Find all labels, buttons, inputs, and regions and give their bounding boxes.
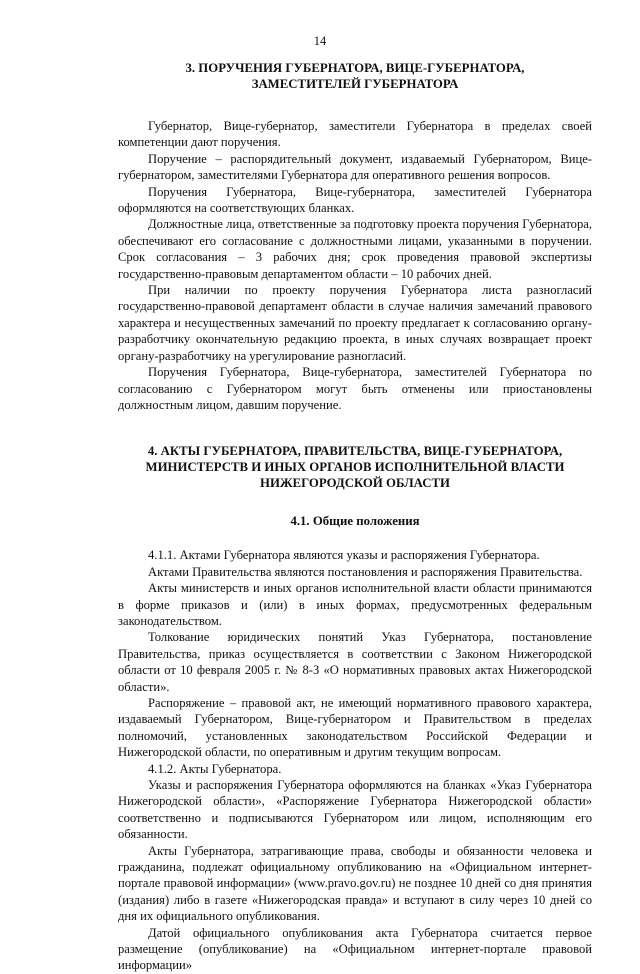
paragraph: Распоряжение – правовой акт, не имеющий нормативного правового характера, издаваемый Губернатором, Вице-губернатором и Правительством в пределах полномочий, установленных законодательством Российской Федерации и Нижегородской области, по оперативным и другим текущим вопросам. bbox=[118, 695, 592, 760]
paragraph: 4.1.2. Акты Губернатора. bbox=[148, 761, 282, 776]
section-4-body bbox=[118, 547, 592, 974]
section-4-title-line-3: НИЖЕГОРОДСКОЙ ОБЛАСТИ bbox=[259, 476, 450, 491]
paragraph: Акты Губернатора, затрагивающие права, свободы и обязанности человека и гражданина, подлежат официальному опубликованию на «Официальном интернет-портале правовой информации» (www.pravo.gov.ru) не позднее 10 дней со дня принятия (издания) либо в газете «Нижегородская правда» и вступают в силу через 10 дней со дня их официального опубликования. bbox=[118, 843, 592, 924]
page-number: 14 bbox=[313, 34, 327, 48]
paragraph: Акты министерств и иных органов исполнительной власти области принимаются в форме приказов и (или) в иных формах, предусмотренных федеральным законодательством. bbox=[118, 581, 592, 628]
section-3-body bbox=[118, 118, 592, 413]
paragraph: Актами Правительства являются постановления и распоряжения Правительства. bbox=[148, 564, 583, 579]
paragraph: Толкование юридических понятий Указ Губернатора, постановление Правительства, приказ осуществляется в соответствии с Законом Нижегородской области от 10 февраля 2005 г. № 8-З «О нормативных правовых актах Нижегородской области». bbox=[118, 630, 592, 694]
section-3-title-line-1: 3. ПОРУЧЕНИЯ ГУБЕРНАТОРА, ВИЦЕ-ГУБЕРНАТОРА, bbox=[185, 61, 525, 75]
page-content bbox=[118, 60, 592, 974]
section-4-1-subtitle: 4.1. Общие положения bbox=[290, 514, 420, 529]
paragraph: При наличии по проекту поручения Губернатора листа разногласий государственно-правовой департамент области в случае наличия замечаний правового характера и несущественных замечаний по проекту предлагает к согласованию органу-разработчику окончательную редакцию проекта, в иных случаях возвращает проект органу-разработчику на урегулирование разногласий. bbox=[118, 283, 592, 363]
paragraph: 4.1.1. Актами Губернатора являются указы и распоряжения Губернатора. bbox=[148, 548, 540, 563]
paragraph: Указы и распоряжения Губернатора оформляются на бланках «Указ Губернатора Нижегородской области», «Распоряжение Губернатора Нижегородской области» соответственно и подписываются Губернатором или лицом, исполняющим его обязанности. bbox=[118, 778, 592, 842]
paragraph: Поручения Губернатора, Вице-губернатора, заместителей Губернатора оформляются на соответствующих бланках. bbox=[118, 184, 592, 216]
section-4-title bbox=[118, 443, 592, 491]
section-3-title-line-2: ЗАМЕСТИТЕЛЕЙ ГУБЕРНАТОРА bbox=[251, 77, 459, 91]
section-4-title-line-1: 4. АКТЫ ГУБЕРНАТОРА, ПРАВИТЕЛЬСТВА, ВИЦЕ-ГУБЕРНАТОРА, bbox=[147, 444, 563, 459]
paragraph: Должностные лица, ответственные за подготовку проекта поручения Губернатора, обеспечивают его согласование с должностными лицами, указанными в поручении. Срок согласования – 3 рабочих дня; срок проведения правовой экспертизы государственно-правовым департаментом области – 10 рабочих дней. bbox=[118, 217, 592, 281]
paragraph: Датой официального опубликования акта Губернатора считается первое размещение (опубликование) на «Официальном интернет-портале правовой информации» bbox=[118, 925, 592, 973]
paragraph: Поручение – распорядительный документ, издаваемый Губернатором, Вице-губернатором, заместителями Губернатора для оперативного решения вопросов. bbox=[118, 151, 592, 183]
paragraph: Поручения Губернатора, Вице-губернатора, заместителей Губернатора по согласованию с Губернатором могут быть отменены или приостановлены должностным лицом, давшим поручение. bbox=[118, 365, 592, 412]
paragraph: Губернатор, Вице-губернатор, заместители Губернатора в пределах своей компетенции дают поручения. bbox=[118, 119, 592, 150]
section-4-title-line-2: МИНИСТЕРСТВ И ИНЫХ ОРГАНОВ ИСПОЛНИТЕЛЬНОЙ ВЛАСТИ bbox=[145, 460, 565, 475]
section-3-title bbox=[118, 60, 592, 92]
